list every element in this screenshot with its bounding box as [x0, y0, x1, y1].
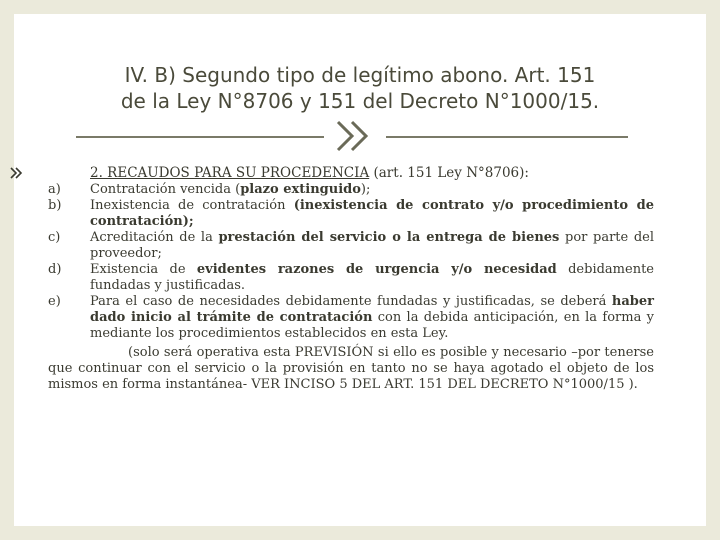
item-label: d)	[48, 262, 62, 277]
item-label: c)	[48, 230, 61, 245]
slide-title	[58, 62, 662, 114]
item-label: a)	[48, 182, 61, 197]
double-chevron-icon	[334, 120, 374, 152]
title-line-1: IV. B) Segundo tipo de legítimo abono. Art. 151	[124, 63, 596, 87]
bullet-chevron-icon	[10, 167, 24, 179]
item-label: e)	[48, 294, 61, 309]
list-item	[48, 294, 654, 342]
divider-left	[76, 136, 324, 138]
title-line-2: de la Ley N°8706 y 151 del Decreto N°1000/15.	[120, 89, 600, 113]
item-text: Acreditación de la prestación del servicio o la entrega de bienes por parte del proveedor;	[90, 230, 655, 261]
item-text: Existencia de evidentes razones de urgencia y/o necesidad debidamente fundadas y justificadas.	[90, 262, 654, 293]
item-text: Contratación vencida (plazo extinguido);	[90, 182, 371, 197]
list-item	[48, 230, 654, 262]
heading-reference: (art. 151 Ley N°8706):	[369, 165, 529, 181]
divider-right	[386, 136, 628, 138]
list-item	[48, 182, 654, 198]
list-item	[48, 262, 654, 294]
item-text: Para el caso de necesidades debidamente fundadas y justificadas, se deberá haber dado inicio al trámite de contratación con la debida anticipación, en la forma y mediante los procedimientos establecidos en esta Ley.	[90, 294, 654, 341]
requirements-heading	[48, 164, 654, 182]
slide-body	[48, 164, 654, 393]
item-label: b)	[48, 198, 62, 213]
heading-underlined: 2. RECAUDOS PARA SU PROCEDENCIA	[90, 165, 370, 181]
operative-note: (solo será operativa esta PREVISIÓN si ello es posible y necesario –por tenerse que continuar con el servicio o la provisión en tanto no se haya agotado el objeto de los mismos en forma instantánea- VER INCISO 5 DEL ART. 151 DEL DECRETO N°1000/15 ).	[48, 345, 654, 392]
list-item	[48, 198, 654, 230]
item-text: Inexistencia de contratación (inexistencia de contrato y/o procedimiento de contratación);	[90, 198, 654, 229]
